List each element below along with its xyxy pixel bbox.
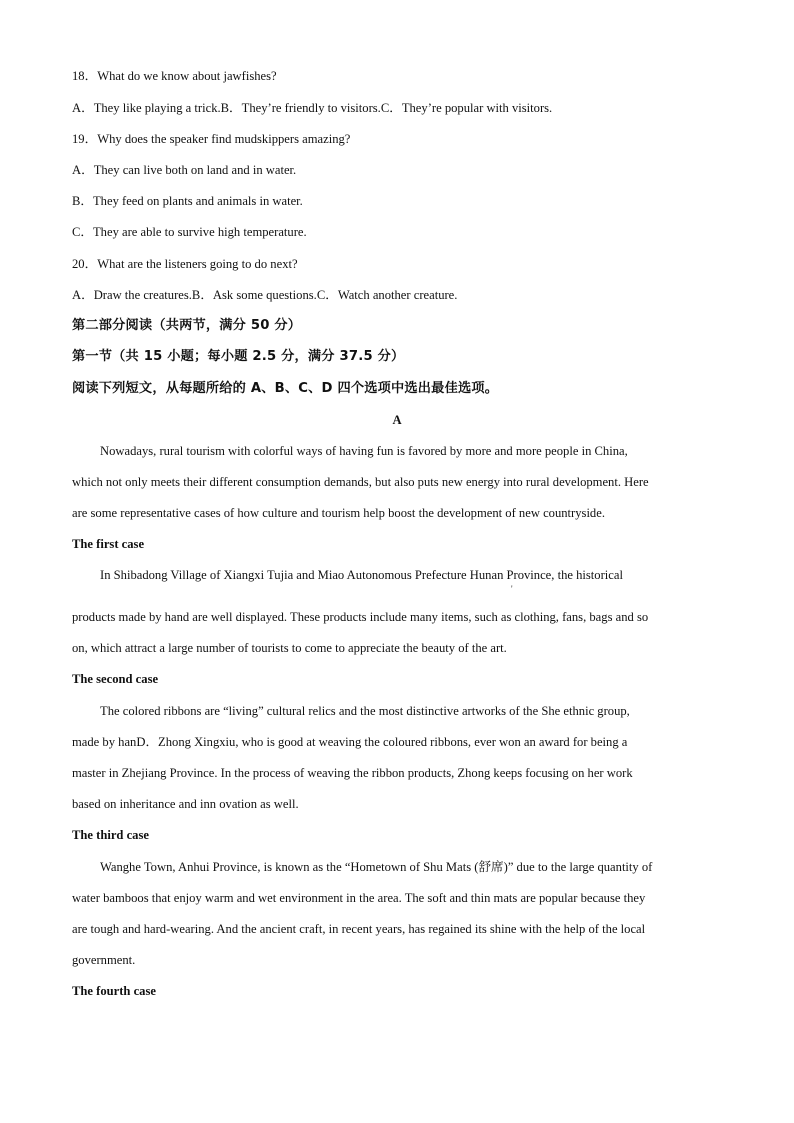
question-19-option-c: C．They are able to survive high temperature.: [72, 225, 307, 239]
case-1-line-1: In Shibadong Village of Xiangxi Tujia and Miao Autonomous Prefecture Hunan Province, the historical: [100, 568, 623, 582]
case-3-title: The third case: [72, 828, 149, 842]
intro-line-2: which not only meets their different consumption demands, but also puts new energy into rural development. Here: [72, 475, 649, 489]
question-19-option-b: B．They feed on plants and animals in water.: [72, 194, 303, 208]
question-18-options: A．They like playing a trick.B．They’re friendly to visitors.C．They’re popular with visitors.: [72, 101, 553, 115]
section-heading: 第一节（共 15 小题；每小题 2.5 分，满分 37.5 分）: [72, 349, 405, 364]
case-1-line-2: products made by hand are well displayed. These products include many items, such as clothing, fans, bags and so: [72, 610, 649, 624]
case-2-title: The second case: [72, 672, 159, 686]
question-19-option-a: A．They can live both on land and in water.: [72, 163, 297, 177]
question-19-stem: 19．Why does the speaker find mudskippers amazing?: [72, 132, 351, 146]
question-20-stem: 20．What are the listeners going to do next?: [72, 257, 298, 271]
question-20-options: A．Draw the creatures.B．Ask some questions.C．Watch another creature.: [72, 288, 458, 302]
part-heading: 第二部分阅读（共两节，满分 50 分）: [72, 318, 302, 333]
case-3-line-1: Wanghe Town, Anhui Province, is known as the “Hometown of Shu Mats (舒席)” due to the large quantity of: [100, 860, 653, 874]
case-2-line-2: made by hanD．Zhong Xingxiu, who is good at weaving the coloured ribbons, ever won an award for being a: [72, 735, 628, 749]
case-2-line-1: The colored ribbons are “living” cultural relics and the most distinctive artworks of the She ethnic group,: [100, 704, 630, 718]
intro-line-3: are some representative cases of how culture and tourism help boost the development of new countryside.: [72, 506, 605, 520]
passage-letter: A: [392, 413, 402, 427]
stray-mark: ': [511, 584, 513, 594]
case-3-line-4: government.: [72, 953, 136, 967]
case-1-line-3: on, which attract a large number of tourists to come to appreciate the beauty of the art.: [72, 641, 507, 655]
case-3-line-3: are tough and hard-wearing. And the ancient craft, in recent years, has regained its shine with the help of the local: [72, 922, 646, 936]
case-3-line-2: water bamboos that enjoy warm and wet environment in the area. The soft and thin mats are popular because they: [72, 891, 646, 905]
case-2-line-3: master in Zhejiang Province. In the process of weaving the ribbon products, Zhong keeps focusing on her work: [72, 766, 633, 780]
instruction: 阅读下列短文，从每题所给的 A、B、C、D 四个选项中选出最佳选项。: [72, 381, 499, 396]
intro-line-1: Nowadays, rural tourism with colorful ways of having fun is favored by more and more people in China,: [100, 444, 628, 458]
case-2-line-4: based on inheritance and inn ovation as well.: [72, 797, 299, 811]
question-18-stem: 18．What do we know about jawfishes?: [72, 69, 277, 83]
case-1-title: The first case: [72, 537, 145, 551]
case-4-title: The fourth case: [72, 984, 156, 998]
